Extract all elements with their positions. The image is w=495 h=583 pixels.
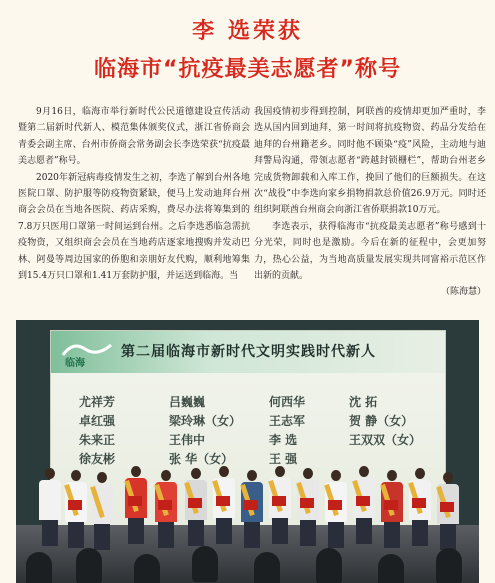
headline-line-2: 临海市“抗疫最美志愿者”称号 [94, 57, 401, 82]
honoree-name: 张 华（女） [169, 452, 234, 466]
honoree-figure [408, 468, 432, 546]
honoree-figure [124, 466, 148, 544]
honoree-name: 何西华 [269, 395, 306, 409]
honoree-figure [154, 470, 178, 548]
audience-member [76, 548, 102, 583]
article-author: （陈海慧） [440, 287, 486, 298]
honoree-figure [436, 472, 460, 550]
honoree-figure [240, 470, 264, 548]
svg-text:临海: 临海 [65, 358, 85, 369]
article-paragraph [254, 219, 486, 301]
article-paragraph: 2020年新冠病毒疫情发生之初，李选了解到台州各地医院口罩、防护服等防疫物资紧缺，便马上发动迪拜台州商会会员在当地各医院、药店采购，费尽办法将筹集到的7.8万只医用口罩第一时间运到台州。之后李选悉临急需抗疫物资，又组织商会会员在当地药店逐家地搜购并发动巴林、阿曼等周边国家的侨胞和亲朋好友代购，顺利地筹集到15.4万只口罩和1.41万套防护服，并运送到临海。当 [18, 172, 250, 282]
honoree-name: 梁玲琳（女） [169, 414, 242, 428]
audience-member [134, 554, 160, 583]
honoree-name [349, 450, 439, 467]
honoree-figure [352, 466, 376, 544]
audience-member [436, 548, 462, 583]
honoree-figure [90, 472, 114, 550]
ceremony-photo [16, 320, 479, 583]
audience-member [254, 552, 280, 583]
honoree-figure [296, 468, 320, 546]
audience-member [316, 548, 342, 583]
audience-member [192, 546, 218, 582]
article-paragraph: 9月16日，临海市举行新时代公民道德建设宣传活动暨第二届新时代新人、模范集体颁奖仪式，浙江省侨商会青委会副主席、台州市侨商会常务副会长李选荣获“抗疫最美志愿者”称号。 [18, 107, 250, 167]
honoree-name: 王志军 [269, 414, 306, 428]
honoree-figure [212, 466, 236, 544]
honoree-name: 尤祥芳 [79, 395, 116, 409]
backdrop-title: 第二届临海市新时代文明实践时代新人 [121, 344, 376, 360]
honoree-name: 贺 静（女） [349, 414, 414, 428]
honoree-figure [324, 470, 348, 548]
honoree-figure [64, 470, 88, 548]
honoree-figure [268, 466, 292, 544]
honoree-name: 李 选 [269, 433, 298, 447]
honoree-name: 吕巍巍 [169, 395, 206, 409]
article-column-right [254, 104, 486, 301]
honoree-name: 王 强 [269, 452, 298, 466]
audience-member [378, 554, 404, 583]
honoree-figure [380, 470, 404, 548]
headline-line-1: 李 选荣获 [192, 19, 303, 44]
article-paragraph-text: 李选表示，获得临海市“抗疫最美志愿者”称号感到十分光荣，同时也是激励。今后在新的征程中，会更加努力，热心公益，为当地高质量发展实现共同富裕示范区作出新的贡献。 [254, 221, 486, 282]
honoree-name: 徐友彬 [79, 452, 116, 466]
honoree-name: 王伟中 [169, 433, 206, 447]
article-paragraph: 我国疫情初步得到控制，阿联酋的疫情却更加严重时，李选从国内回到迪拜，第一时间将抗疫物资、药品分发给在迪拜的台州籍老乡。同时他不顾染“疫”风险，主动地与迪拜警局沟通，带领志愿者“跨越封锁栅栏”，帮助台州老乡完成货物卸载和入库工作，挽回了他们的巨额损失。在这次“战役”中李选向家乡捐物捐款总价值26.9万元。同时还组织阿联酋台州商会向浙江省侨联捐款10万元。 [254, 107, 486, 216]
honoree-figure [38, 468, 62, 546]
backdrop-banner [51, 331, 445, 373]
honoree-name-list [79, 393, 439, 467]
article-column-left [18, 104, 250, 284]
audience-member [26, 552, 52, 583]
honoree-name: 沈 拓 [349, 395, 378, 409]
honoree-figure [184, 468, 208, 546]
linhai-logo-icon [59, 335, 115, 369]
honoree-name: 朱来正 [79, 433, 116, 447]
honoree-name: 王双双（女） [349, 433, 422, 447]
honoree-name: 卓红强 [79, 414, 116, 428]
